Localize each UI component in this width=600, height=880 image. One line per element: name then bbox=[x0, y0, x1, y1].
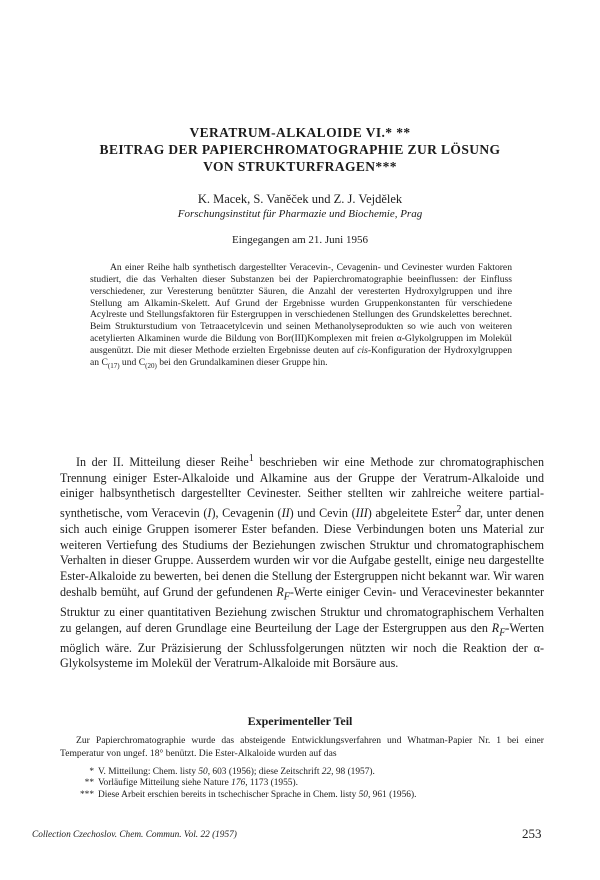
footnote-text: , 98 (1957). bbox=[331, 767, 375, 777]
footnote-mark: *** bbox=[79, 789, 94, 800]
footnotes bbox=[72, 767, 542, 801]
footnote-text: , 961 (1956). bbox=[367, 789, 417, 800]
compound-III: III bbox=[355, 506, 368, 521]
rf-symbol-2: R bbox=[491, 620, 500, 635]
introduction-paragraph bbox=[60, 451, 544, 672]
body-text-4: ) und Cevin ( bbox=[289, 506, 356, 521]
abstract-cis: cis bbox=[357, 344, 368, 356]
abstract-text-2: -Konfiguration der Hydroxylgruppen an C bbox=[90, 344, 512, 368]
experimental-paragraph: Zur Papierchromatographie wurde das absteigende Entwicklungsverfahren und Whatman-Papier Nr. 1 bei einer Temperatur von ungef. 18° benützt. Die Ester-Alkaloide wurden auf das bbox=[60, 735, 544, 759]
rf-subscript-1: F bbox=[283, 591, 290, 603]
body-text-7: -Werte einiger Cevin- und Veracevinester bekannter Struktur zu einer quantitativen Beziehung zwischen Struktur und chromatographischem Verhalten zu gelangen, auf deren Grundlage eine Beurteilung der Lage der Estergruppen aus den bbox=[60, 584, 544, 635]
rf-symbol-1: R bbox=[276, 584, 284, 599]
received-date: Eingegangen am 21. Juni 1956 bbox=[232, 234, 368, 246]
footnote-mark: ** bbox=[84, 778, 94, 789]
footnote-text: , 603 (1956); diese Zeitschrift bbox=[207, 767, 322, 777]
abstract bbox=[90, 262, 512, 373]
footnote-volume: 50 bbox=[198, 767, 208, 777]
body-text-3: ), Cevagenin ( bbox=[211, 506, 282, 521]
abstract-text-3: und C bbox=[119, 356, 146, 368]
footnote-1 bbox=[72, 767, 542, 778]
footnote-2 bbox=[72, 778, 542, 789]
body-text-1: In der II. Mitteilung dieser Reihe bbox=[76, 455, 249, 470]
article-title-line-2: BEITRAG DER PAPIERCHROMATOGRAPHIE ZUR LÖSUNG bbox=[99, 142, 501, 157]
footnote-volume: 176 bbox=[231, 778, 246, 789]
abstract-text-1: An einer Reihe halb synthetisch dargestellter Veracevin-, Cevagenin- und Cevinester wurden Faktoren studiert, die das Verhalten dieser Substanzen bei der Papierchromatographie beeinflussen: der Einfluss verschiedener, zur Veresterung benützter Säuren, die Anzahl der veresterten Hydroxylgruppen und ihre Stellung am Alkamin-Skelett. Auf Grund der Ergebnisse wurden Gruppenkonstanten für verschiedene Acylreste und Stellungsfaktoren für Estergruppen in verschiedenen Stellungen des Grundskelettes berechnet. Beim Strukturstudium von Tetraacetylcevin und seinen Methanolyseprodukten so wie auch von weiteren acetylierten Alkaminen wurde die Bildung von Bor(III)Komplexen mit freien α-Glykolgruppen im Molekül ausgenützt. Die mit dieser Methode erzielten Ergebnisse deuten auf bbox=[90, 262, 512, 356]
body-text-6: dar, unter denen sich auch einige Gruppen isomerer Ester befanden. Diese Verbindungen boten uns Material zur weiteren Vertiefung des Studiums der Beziehungen zwischen Struktur und chromatographischem Verhalten in dieser Gruppe. Ausserdem wurden wir vor die Aufgabe gestellt, einige neu dargestellte Ester-Alkaloide zu bewerten, bei denen die Stellung der Estergruppen nicht bekannt war. Wir waren deshalb bemüht, auf Grund der gefundenen bbox=[60, 506, 545, 599]
compound-I: I bbox=[207, 506, 212, 521]
footnote-volume: 50 bbox=[358, 789, 368, 800]
footnote-text: Vorläufige Mitteilung siehe Nature bbox=[98, 778, 232, 789]
abstract-sub-20: (20) bbox=[145, 361, 157, 370]
footnote-text: , 1173 (1955). bbox=[245, 778, 298, 789]
abstract-sub-17: (17) bbox=[107, 361, 120, 370]
footnote-volume: 22 bbox=[321, 767, 332, 777]
article-title-line-1: VERATRUM-ALKALOIDE VI.* ** bbox=[189, 125, 411, 140]
footnote-text: V. Mitteilung: Chem. listy bbox=[98, 767, 199, 777]
body-text-8: -Werten möglich wäre. Zur Präzisierung der Schlussfolgerungen nützten wir noch die Reaktion der α-Glykolsysteme im Molekül der Veratrum-Alkaloide mit Borsäure aus. bbox=[60, 620, 544, 671]
article-title-line-3: VON STRUKTURFRAGEN*** bbox=[203, 159, 397, 174]
journal-citation: Collection Czechoslov. Chem. Commun. Vol. 22 (1957) bbox=[32, 830, 237, 840]
footnote-text: Diese Arbeit erschien bereits in tschechischer Sprache in Chem. listy bbox=[98, 789, 359, 800]
affiliation: Forschungsinstitut für Pharmazie und Biochemie, Prag bbox=[177, 208, 423, 220]
rf-subscript-2: F bbox=[499, 626, 506, 638]
compound-II: II bbox=[281, 506, 290, 521]
footnote-mark: * bbox=[89, 767, 94, 777]
footnote-3 bbox=[72, 790, 542, 801]
body-text-2: beschrieben wir eine Methode zur chromatographischen Trennung einiger Ester-Alkaloide und Alkamine aus der Gruppe der Veratrum-Alkaloide und einiger halbsynthetisch dargestellter Cevinester. Seither stellten wir zahlreiche weitere partial-synthetische, vom Veracevin ( bbox=[60, 455, 544, 521]
body-text-5: ) abgeleitete Ester bbox=[367, 506, 457, 521]
reference-2: 2 bbox=[456, 504, 462, 516]
abstract-text-4: bei den Grundalkaminen dieser Gruppe hin. bbox=[156, 356, 328, 368]
reference-1: 1 bbox=[248, 453, 254, 464]
author-list: K. Macek, S. Vaněček und Z. J. Vejdělek bbox=[197, 192, 403, 206]
page-number: 253 bbox=[522, 826, 542, 841]
section-heading: Experimenteller Teil bbox=[247, 714, 353, 728]
